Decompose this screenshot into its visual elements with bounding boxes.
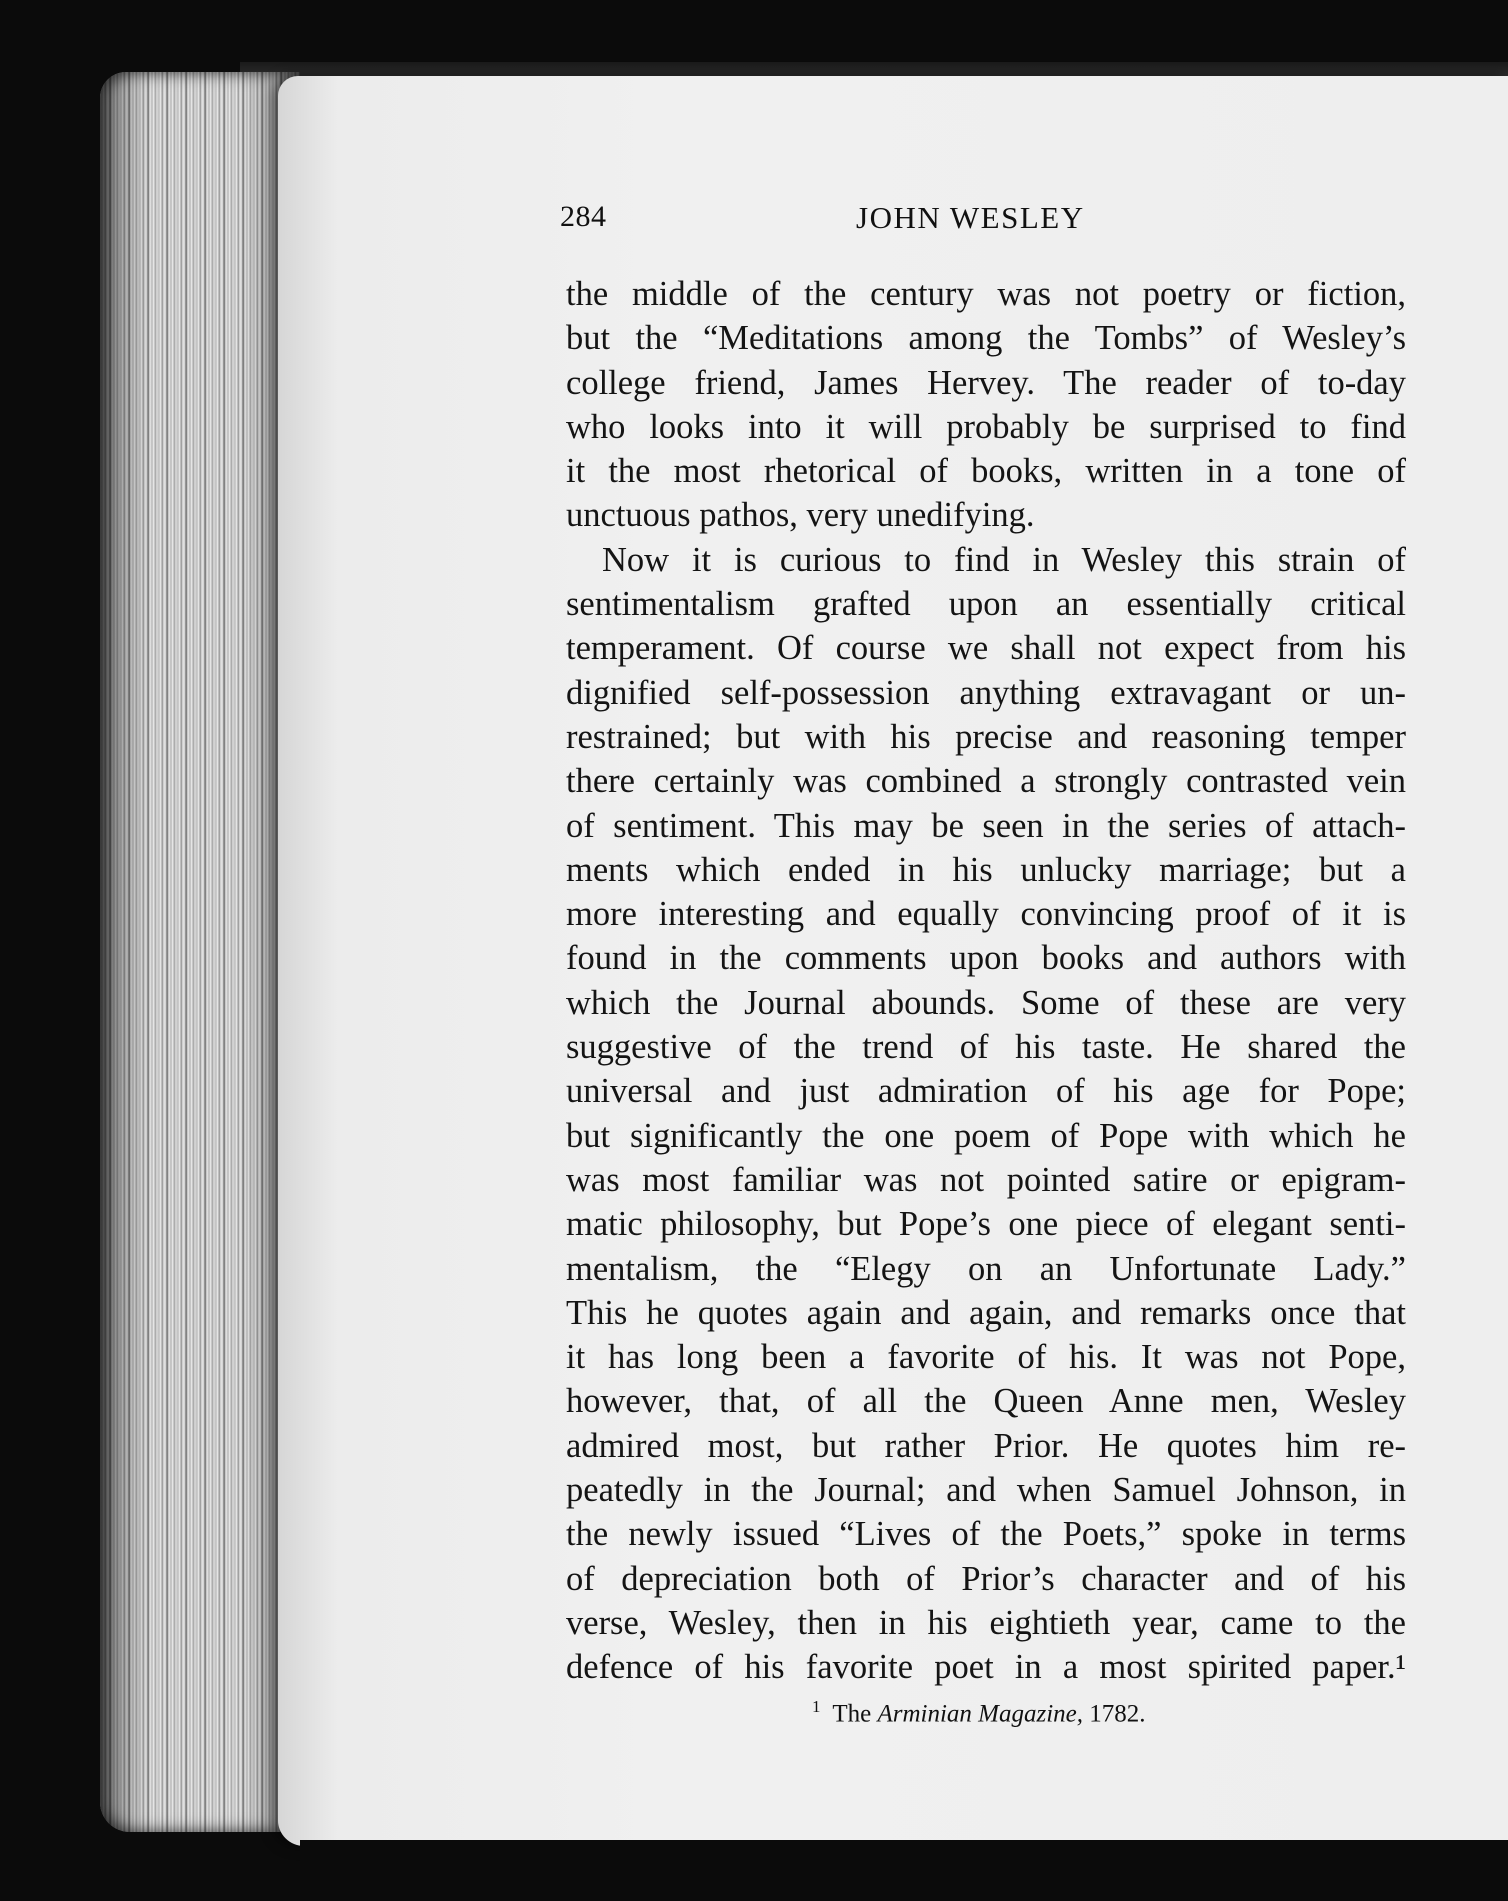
text-line: but significantly the one poem of Pope with which he bbox=[566, 1116, 1406, 1155]
text-line: who looks into it will probably be surprised to find bbox=[566, 407, 1406, 446]
text-line: the newly issued “Lives of the Poets,” spoke in terms bbox=[566, 1515, 1406, 1554]
text-line: admired most, but rather Prior. He quotes him re- bbox=[566, 1426, 1406, 1465]
footnote-prefix: The bbox=[832, 1700, 872, 1728]
running-head bbox=[560, 200, 1420, 244]
text-line: unctuous pathos, very unedifying. bbox=[566, 496, 1035, 535]
running-title: JOHN WESLEY bbox=[856, 200, 1085, 235]
footnote bbox=[812, 1697, 1412, 1728]
text-line: This he quotes again and again, and remarks once that bbox=[566, 1293, 1406, 1332]
body-text bbox=[566, 272, 1406, 1690]
text-line: matic philosophy, but Pope’s one piece of elegant senti- bbox=[566, 1205, 1406, 1244]
text-line: was most familiar was not pointed satire or epigram- bbox=[566, 1160, 1406, 1199]
text-line: temperament. Of course we shall not expect from his bbox=[566, 629, 1406, 668]
text-line: defence of his favorite poet in a most spirited paper.¹ bbox=[566, 1648, 1406, 1687]
footnote-year: 1782. bbox=[1089, 1700, 1146, 1728]
footnote-marker: 1 bbox=[812, 1697, 821, 1716]
text-line: peatedly in the Journal; and when Samuel Johnson, in bbox=[566, 1471, 1406, 1510]
text-line: universal and just admiration of his age for Pope; bbox=[566, 1072, 1406, 1111]
text-line: restrained; but with his precise and reasoning temper bbox=[566, 717, 1406, 756]
book-page-edges bbox=[100, 72, 300, 1832]
text-line: of sentiment. This may be seen in the series of attach- bbox=[566, 806, 1406, 845]
text-line: college friend, James Hervey. The reader of to-day bbox=[566, 363, 1406, 402]
text-line: it the most rhetorical of books, written in a tone of bbox=[566, 452, 1406, 491]
text-line: however, that, of all the Queen Anne men, Wesley bbox=[566, 1382, 1406, 1421]
text-line: which the Journal abounds. Some of these are very bbox=[566, 983, 1406, 1022]
footnote-title: Arminian Magazine, bbox=[877, 1700, 1083, 1728]
text-line: found in the comments upon books and authors with bbox=[566, 939, 1406, 978]
text-line: Now it is curious to find in Wesley this strain of bbox=[602, 540, 1406, 579]
text-line: more interesting and equally convincing proof of it is bbox=[566, 895, 1406, 934]
text-line: verse, Wesley, then in his eightieth year, came to the bbox=[566, 1603, 1406, 1642]
text-line: but the “Meditations among the Tombs” of Wesley’s bbox=[566, 319, 1406, 358]
scan-top-edge bbox=[240, 62, 1508, 76]
text-line: the middle of the century was not poetry or fiction, bbox=[566, 275, 1406, 313]
text-line: of depreciation both of Prior’s character and of his bbox=[566, 1559, 1406, 1598]
text-line: mentalism, the “Elegy on an Unfortunate Lady.” bbox=[566, 1249, 1406, 1288]
scan-bottom-edge bbox=[300, 1840, 1508, 1901]
page-number: 284 bbox=[560, 200, 607, 233]
text-line: suggestive of the trend of his taste. He shared the bbox=[566, 1028, 1406, 1067]
text-line: sentimentalism grafted upon an essentially critical bbox=[566, 585, 1406, 624]
text-line: it has long been a favorite of his. It was not Pope, bbox=[566, 1338, 1406, 1377]
text-line: ments which ended in his unlucky marriage; but a bbox=[566, 850, 1406, 889]
text-line: there certainly was combined a strongly contrasted vein bbox=[566, 762, 1406, 801]
text-line: dignified self-possession anything extravagant or un- bbox=[566, 673, 1406, 712]
